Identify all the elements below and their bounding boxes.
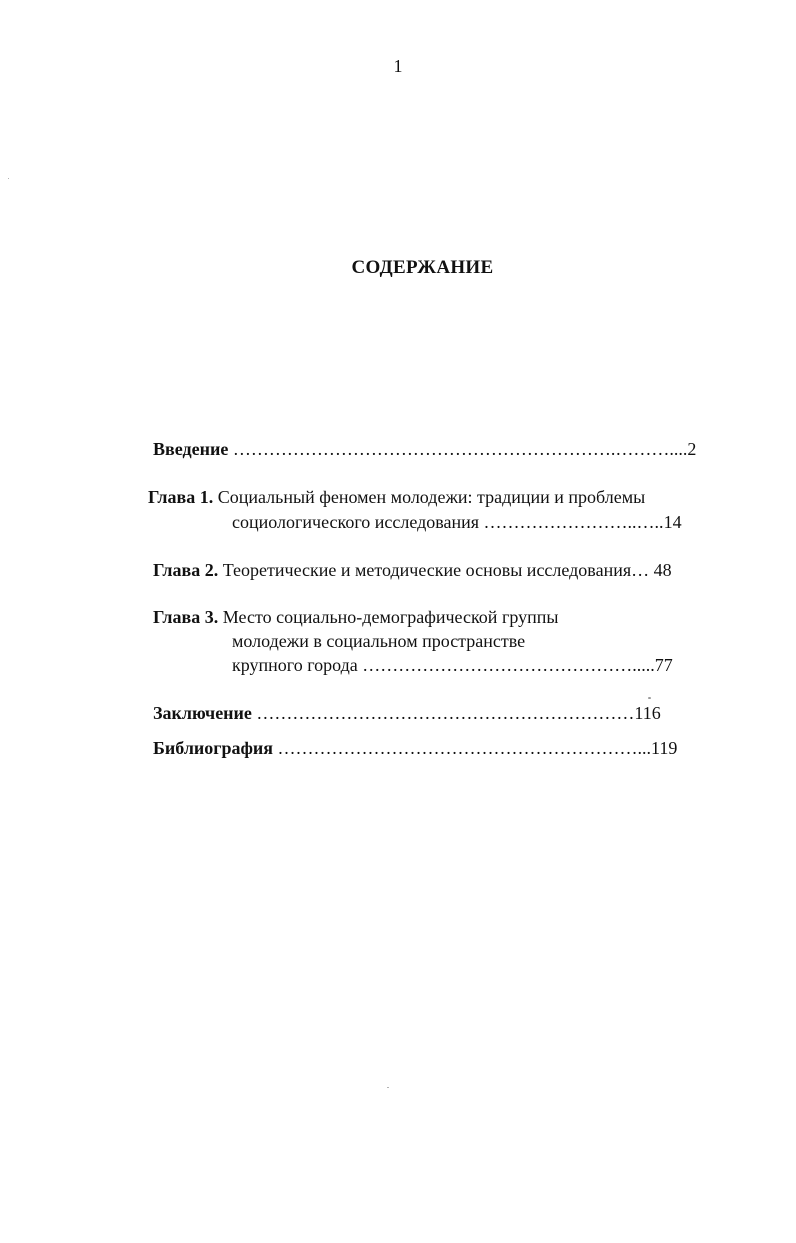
scan-speck	[8, 178, 9, 179]
toc-entry-label: Глава 1.	[148, 487, 214, 507]
toc-page-number: 48	[653, 560, 672, 580]
toc-entry-chapter-1[interactable]	[148, 486, 645, 508]
toc-page-number: 77	[654, 655, 673, 675]
page-number: 1	[393, 56, 403, 76]
toc-entry-label: Глава 2.	[153, 560, 219, 580]
toc-entry-label: Введение	[153, 439, 229, 459]
toc-entry-conclusion[interactable]	[153, 702, 661, 724]
scan-speck	[387, 1087, 389, 1088]
toc-page-number: 119	[651, 738, 678, 758]
toc-entry-bibliography[interactable]	[153, 737, 677, 759]
toc-entry-title: Место социально-демографической группы	[218, 607, 559, 627]
toc-page-number: 116	[634, 703, 661, 723]
toc-entry-label: Глава 3.	[153, 607, 219, 627]
toc-entry-chapter-2[interactable]	[153, 559, 672, 581]
scan-speck	[648, 697, 651, 699]
toc-page-number: 2	[687, 439, 697, 459]
toc-entry-title: Теоретические и методические основы исследования…	[218, 560, 654, 580]
toc-leader: ……………………………………………………….………....	[228, 439, 688, 459]
toc-entry-title: молодежи в социальном пространстве	[232, 631, 526, 651]
toc-leader: ………………………………………………………	[251, 703, 635, 723]
toc-entry-chapter-3-continued[interactable]	[232, 630, 525, 652]
toc-entry-introduction[interactable]	[153, 438, 696, 460]
toc-entry-label: Заключение	[153, 703, 252, 723]
toc-entry-chapter-3-continued[interactable]	[232, 654, 673, 676]
toc-entry-label: Библиография	[153, 738, 274, 758]
toc-entry-title: социологического исследования ……………………..…..	[232, 512, 664, 532]
toc-entry-chapter-3[interactable]	[153, 606, 558, 628]
toc-page-number: 14	[663, 512, 682, 532]
toc-entry-title: Социальный феномен молодежи: традиции и проблемы	[213, 487, 646, 507]
page-title: СОДЕРЖАНИЕ	[351, 257, 494, 278]
toc-entry-chapter-1-continued[interactable]	[232, 511, 682, 533]
toc-leader: ……………………………………………………...	[273, 738, 652, 758]
toc-entry-title: крупного города ……………………………………….....	[232, 655, 655, 675]
